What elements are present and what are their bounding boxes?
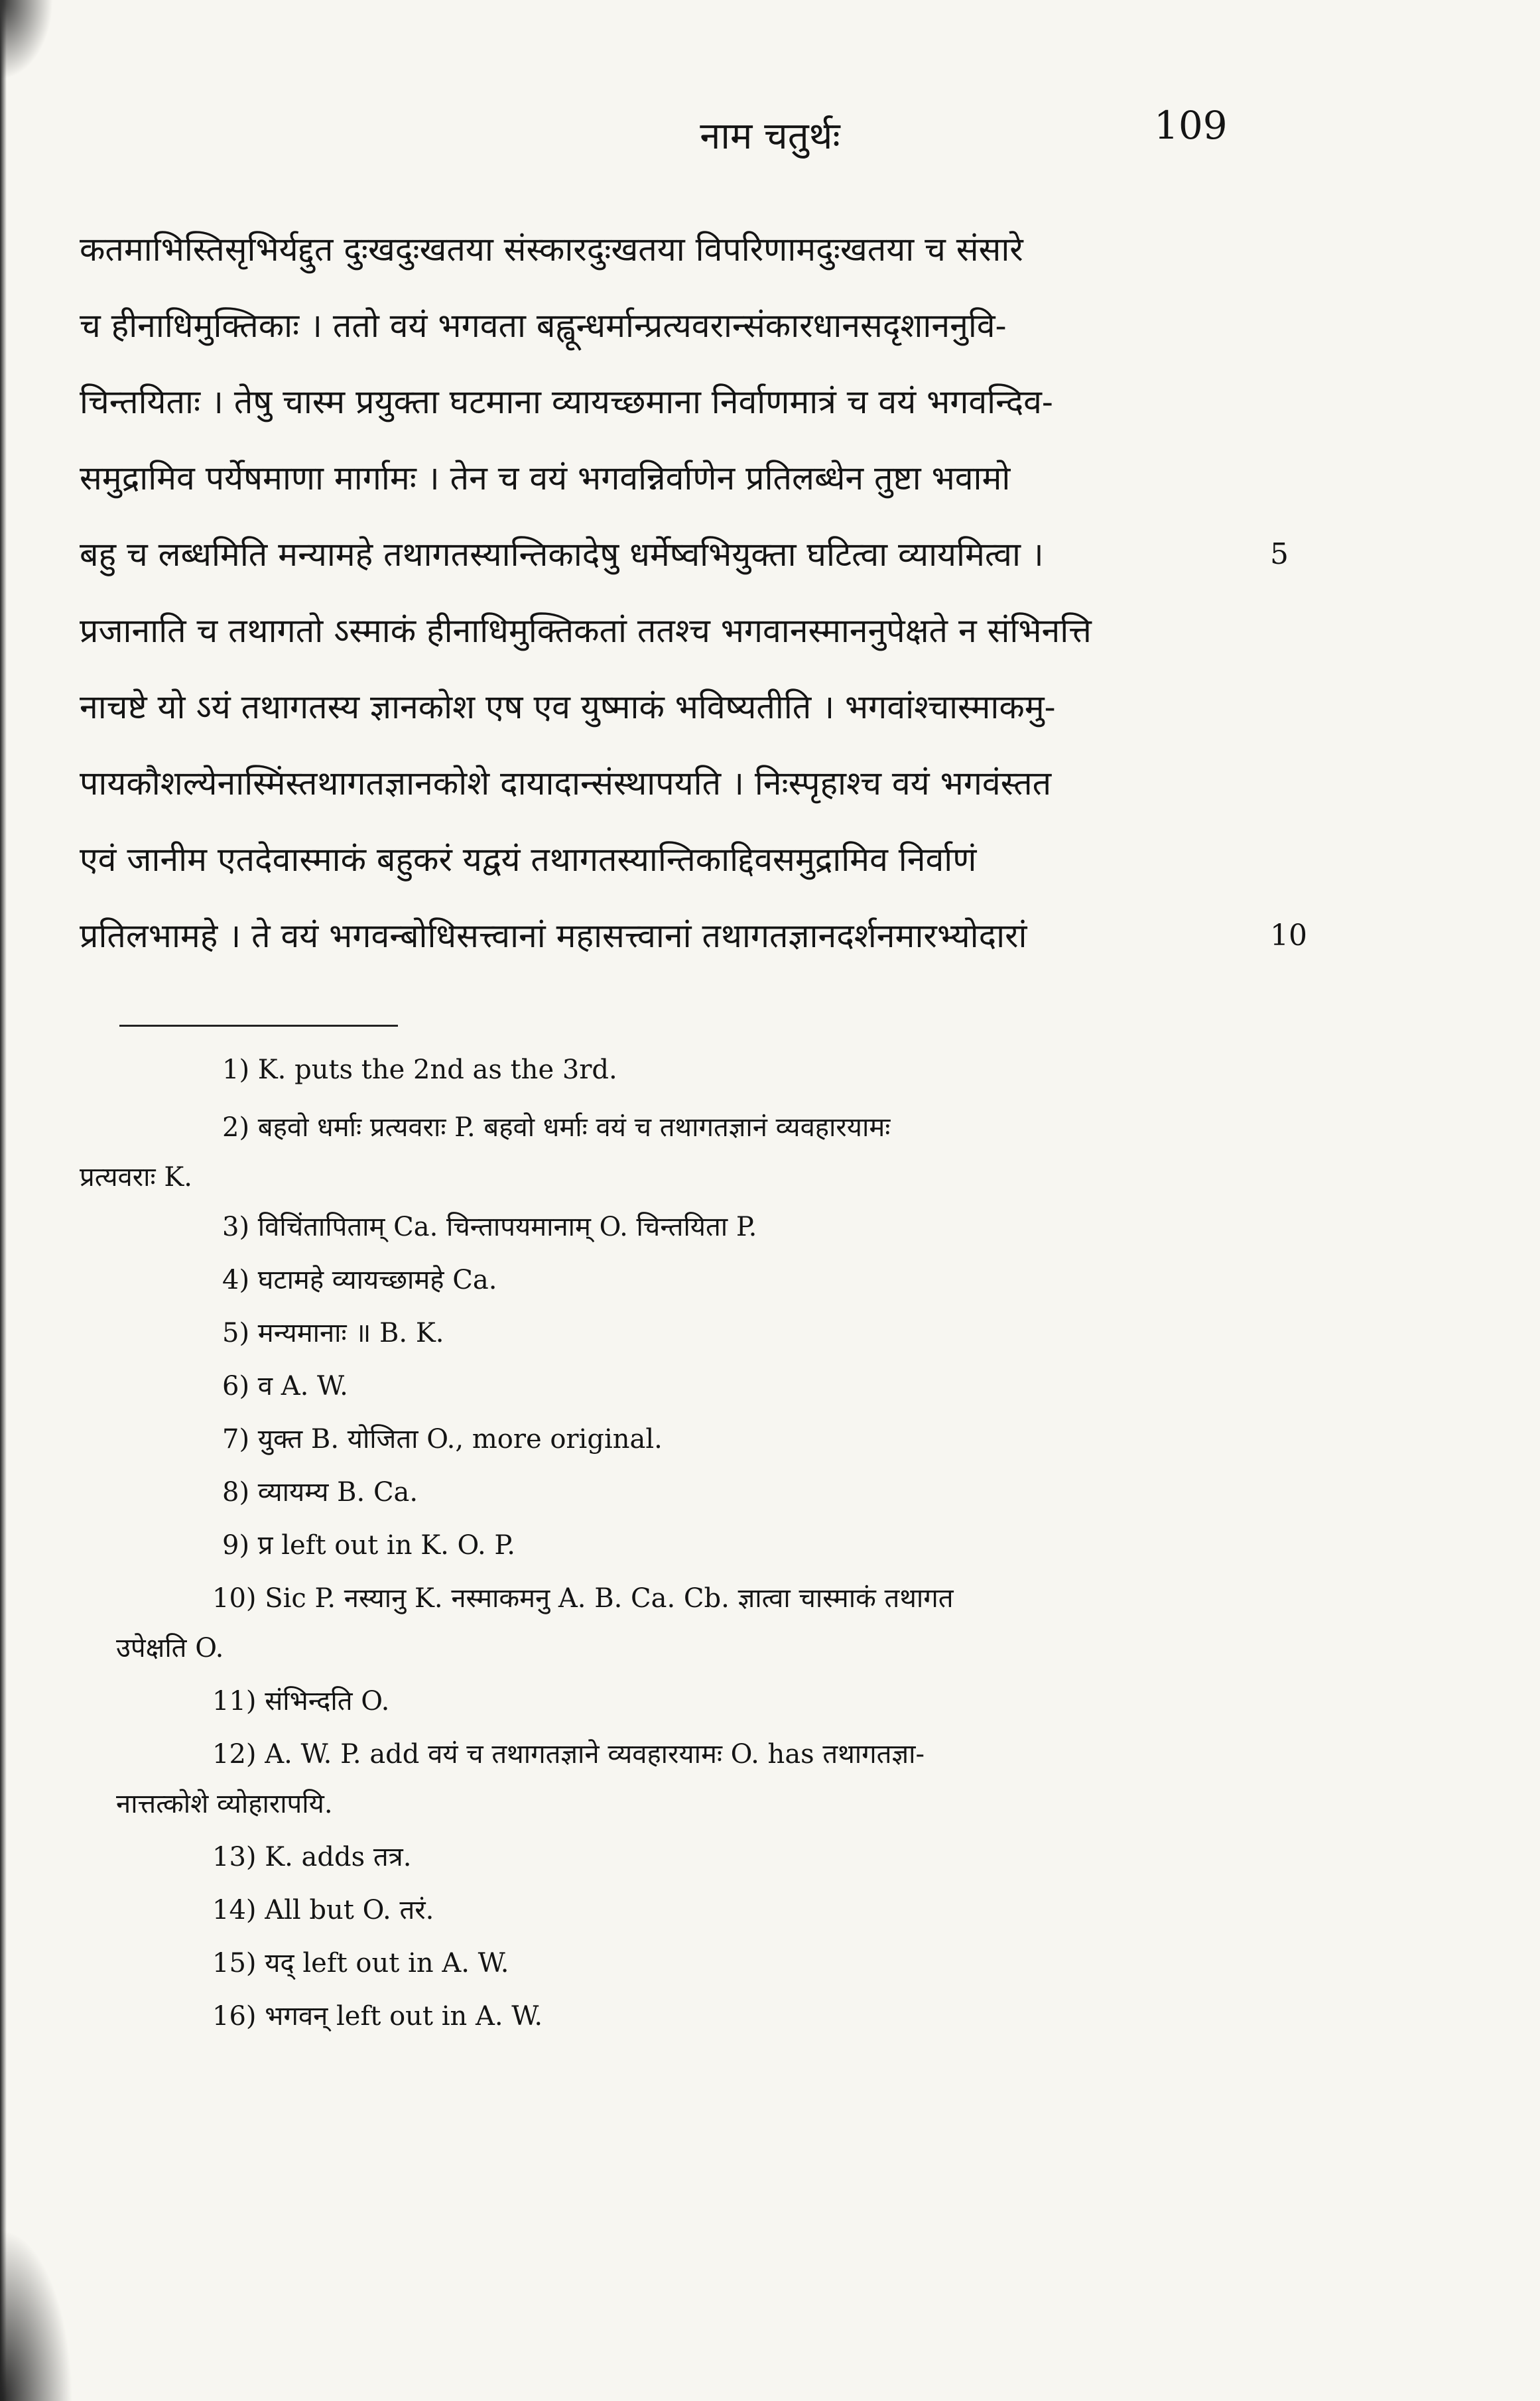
footnote: 11) संभिन्दति O. <box>212 1686 390 1717</box>
scan-corner-mark <box>0 0 53 80</box>
page-edge-shadow <box>0 0 7 2401</box>
footnote: 2) बहवो धर्माः प्रत्यवराः P. बहवो धर्माः वयं च तथागतज्ञानं व्यवहारयामः <box>222 1112 891 1143</box>
footnote: 8) व्यायम्य B. Ca. <box>222 1477 418 1508</box>
text-line: पायकौशल्येनास्मिंस्तथागतज्ञानकोशे दायादान्संस्थापयति । निःस्पृहाश्च वयं भगवंस्तत <box>80 764 1052 803</box>
text-line: नाचष्टे यो ऽयं तथागतस्य ज्ञानकोश एष एव युष्माकं भविष्यतीति । भगवांश्चास्माकमु- <box>80 688 1056 726</box>
footnote: 1) K. puts the 2nd as the 3rd. <box>222 1055 617 1085</box>
footnote-continuation: उपेक्षति O. <box>116 1633 224 1663</box>
footnote: 10) Sic P. नस्यानु K. नस्माकमनु A. B. Ca. Cb. ज्ञात्वा चास्माकं तथागत <box>212 1583 954 1614</box>
text-line: चिन्तयिताः । तेषु चास्म प्रयुक्ता घटमाना व्यायच्छमाना निर्वाणमात्रं च वयं भगवन्दिव- <box>80 383 1053 421</box>
footnote-continuation: प्रत्यवराः K. <box>80 1162 192 1193</box>
line-number: 5 <box>1270 537 1289 571</box>
text-line: कतमाभिस्तिसृभिर्यद्दुत दुःखदुःखतया संस्कारदुःखतया विपरिणामदुःखतया च संसारे <box>80 230 1023 269</box>
text-line: समुद्रामिव पर्येषमाणा मार्गामः । तेन च वयं भगवन्निर्वाणेन प्रतिलब्धेन तुष्टा भवामो <box>80 459 1011 497</box>
footnote: 16) भगवन् left out in A. W. <box>212 2001 543 2032</box>
footnote: 3) विचिंतापिताम् Ca. चिन्तापयमानाम् O. चिन्तयिता P. <box>222 1212 757 1242</box>
footnote: 12) A. W. P. add वयं च तथागतज्ञाने व्यवहारयामः O. has तथागतज्ञा- <box>212 1739 925 1770</box>
page-number: 109 <box>1154 103 1228 148</box>
footnote: 7) युक्त B. योजिता O., more original. <box>222 1424 663 1455</box>
scan-corner-mark <box>0 2229 73 2401</box>
line-number: 10 <box>1270 919 1307 952</box>
footnote: 5) मन्यमानाः ॥ B. K. <box>222 1318 444 1348</box>
footnote: 15) यद् left out in A. W. <box>212 1948 509 1979</box>
text-line: च हीनाधिमुक्तिकाः । ततो वयं भगवता बह्वून्धर्मान्प्रत्यवरान्संकारधानसदृशाननुवि- <box>80 306 1007 345</box>
footnote: 14) All but O. तरं. <box>212 1895 434 1925</box>
text-line: प्रजानाति च तथागतो ऽस्माकं हीनाधिमुक्तिकतां ततश्च भगवानस्माननुपेक्षते न संभिनत्ति <box>80 612 1092 650</box>
footnote-separator <box>119 1025 398 1027</box>
footnote-continuation: नात्तत्कोशे व्योहारापयि. <box>116 1789 333 1819</box>
footnote: 9) प्र left out in K. O. P. <box>222 1530 515 1561</box>
text-line: बहु च लब्धमिति मन्यामहे तथागतस्यान्तिकादेषु धर्मेष्वभियुक्ता घटित्वा व्यायमित्वा । <box>80 535 1044 574</box>
footnote: 13) K. adds तत्र. <box>212 1842 412 1872</box>
text-line: प्रतिलभामहे । ते वयं भगवन्बोधिसत्त्वानां महासत्त्वानां तथागतज्ञानदर्शनमारभ्योदारां <box>80 917 1027 955</box>
text-line: एवं जानीम एतदेवास्माकं बहुकरं यद्वयं तथागतस्यान्तिकाद्दिवसमुद्रामिव निर्वाणं <box>80 840 977 879</box>
footnote: 4) घटामहे व्यायच्छामहे Ca. <box>222 1265 497 1295</box>
footnote: 6) व A. W. <box>222 1371 348 1401</box>
running-header: नाम चतुर्थः <box>700 115 840 158</box>
